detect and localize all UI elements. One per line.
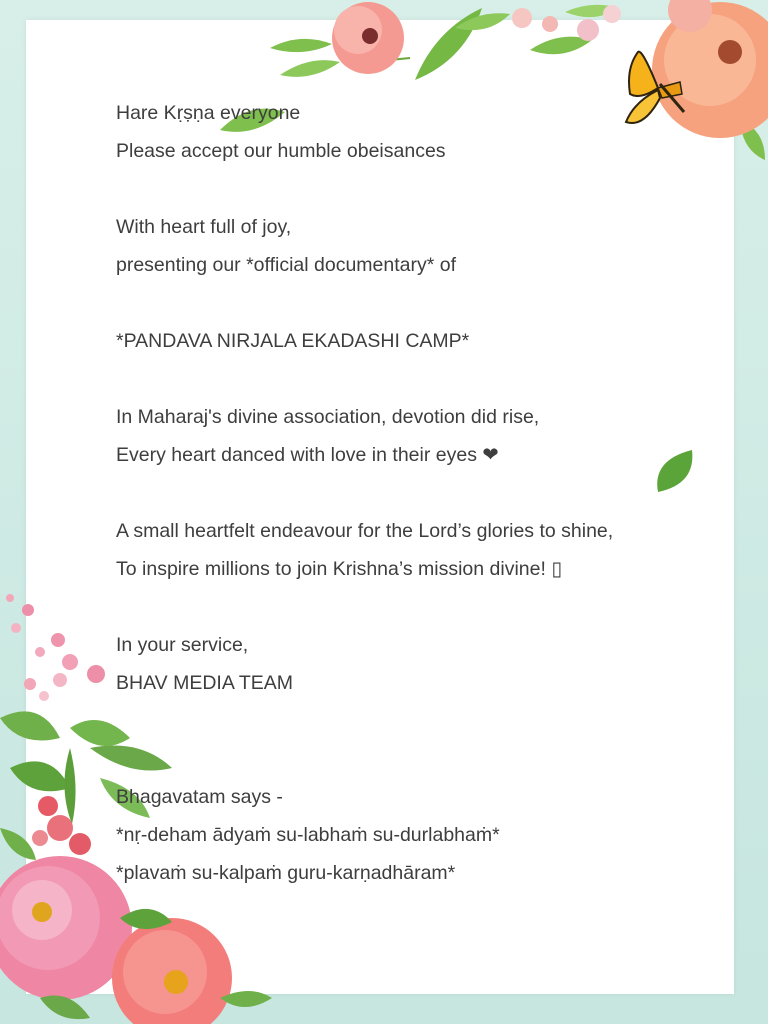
inspire-line: To inspire millions to join Krishna’s mission divine! ▯ <box>116 558 563 580</box>
letter-body <box>116 94 651 892</box>
endeavour-line: A small heartfelt endeavour for the Lord’s glories to shine, <box>116 520 614 542</box>
presenting-line: presenting our *official documentary* of <box>116 254 457 276</box>
poem-line-1: In Maharaj's divine association, devotion did rise, <box>116 406 540 428</box>
poem-line-2: Every heart danced with love in their eyes ❤ <box>116 444 499 466</box>
greeting: Hare Kṛṣṇa everyone <box>116 102 301 124</box>
bhagavatam-line: Bhagavatam says - <box>116 786 283 808</box>
team-signature: BHAV MEDIA TEAM <box>116 672 293 694</box>
obeisances: Please accept our humble obeisances <box>116 140 446 162</box>
joy-line: With heart full of joy, <box>116 216 292 238</box>
leaf-icon <box>652 448 696 496</box>
verse-line-2: *plavaṁ su-kalpaṁ guru-karṇadhāram* <box>116 862 456 884</box>
camp-title: *PANDAVA NIRJALA EKADASHI CAMP* <box>116 330 470 352</box>
service-line: In your service, <box>116 634 249 656</box>
verse-line-1: *nṛ-deham ādyaṁ su-labhaṁ su-durlabhaṁ* <box>116 824 500 846</box>
